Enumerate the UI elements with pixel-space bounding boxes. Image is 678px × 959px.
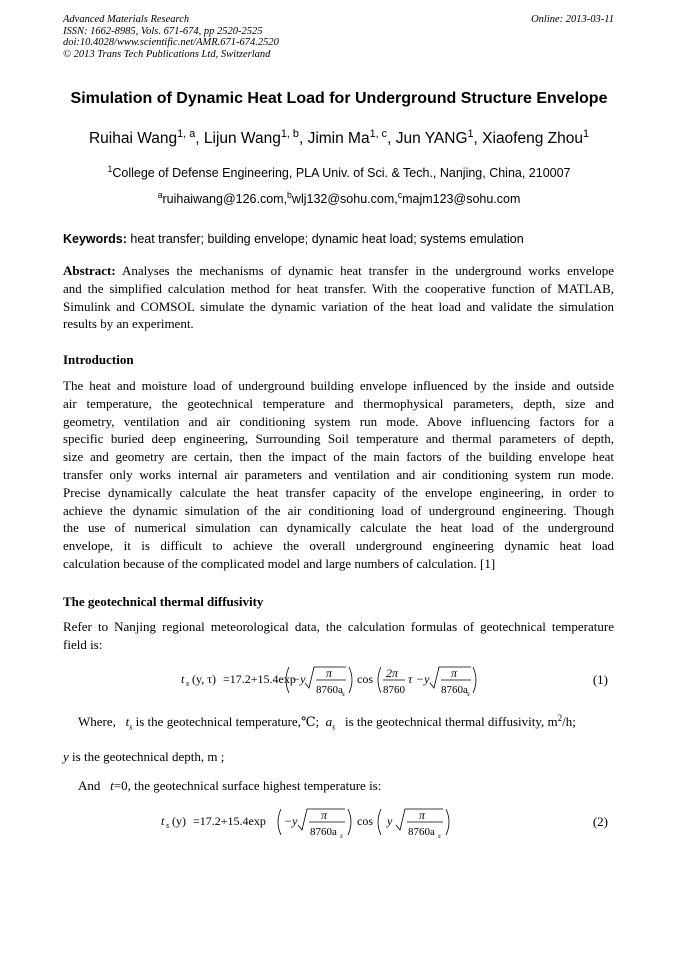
abstract-line: and the simplified calculation method for heat transfer. With the cooperative function of MATLAB, — [63, 280, 614, 296]
svg-text:(y): (y) — [172, 814, 186, 828]
email: ruihaiwang@126.com, — [162, 192, 288, 206]
affiliation — [0, 166, 678, 180]
intro-line: transfer only works internal air parameters and ventilation and air conditioning system run mode. — [63, 466, 614, 482]
svg-text:−y: −y — [416, 672, 430, 686]
where-line: Where, $t_s$ is the geotechnical temperature,℃; $a_s$ is the geotechnical thermal diffusivity, $m^2/h$; — [78, 713, 576, 732]
author-sup: 1, a — [177, 128, 196, 141]
section-heading-introduction: Introduction — [63, 352, 134, 367]
intro-line: calculation because of the complicated model and large numbers of calculation. [1] — [63, 555, 496, 571]
equation-number: (2) — [592, 814, 608, 829]
author-name: Ruihai Wang — [88, 130, 178, 147]
svg-text:s: s — [438, 832, 441, 840]
equation-1 — [63, 655, 614, 705]
section-heading-geotechnical: The geotechnical thermal diffusivity — [63, 594, 264, 609]
y-definition-line: y is the geotechnical depth, m ; — [63, 749, 225, 764]
affiliation-text: College of Defense Engineering, PLA Univ. of Sci. & Tech., Nanjing, China, 210007 — [112, 166, 571, 180]
intro-line: specific buried deep engineering, Surrounding Soil temperature and thermal parameters of depth, — [63, 431, 614, 447]
abstract-line: results by an experiment. — [63, 316, 194, 332]
svg-text:8760a: 8760a — [316, 684, 343, 696]
svg-text:8760: 8760 — [383, 684, 405, 696]
svg-text:(y, τ): (y, τ) — [192, 672, 217, 686]
email-sup: b — [287, 190, 292, 201]
svg-text:s: s — [340, 832, 343, 840]
keywords — [63, 232, 615, 246]
online-date: Online: 2013-03-11 — [531, 14, 614, 25]
svg-text:y: y — [387, 814, 393, 828]
svg-text:π: π — [419, 808, 426, 822]
journal-name: Advanced Materials Research — [63, 14, 190, 25]
intro-line: achieve the dynamic simulation of the air conditioning load of underground engineering. Though — [63, 502, 614, 518]
intro-line: The heat and moisture load of underground building envelope influenced by the inside and outside — [63, 378, 614, 393]
introduction-body — [63, 377, 614, 573]
email: majm123@sohu.com — [402, 192, 521, 206]
svg-text:cos: cos — [357, 672, 373, 686]
paper-title: Simulation of Dynamic Heat Load for Underground Structure Envelope — [70, 90, 608, 107]
svg-text:8760a: 8760a — [310, 826, 337, 838]
svg-text:π: π — [321, 808, 328, 822]
affiliation-sup: 1 — [107, 164, 113, 175]
svg-text:2π: 2π — [386, 666, 399, 680]
svg-text:8760a: 8760a — [408, 826, 435, 838]
author-sup: 1, c — [369, 128, 388, 141]
intro-line: Precise dynamically calculate the heat transfer capacity of the envelope engineering, in order to — [63, 484, 614, 500]
author-sup: 1, b — [280, 128, 299, 141]
svg-text:t: t — [161, 814, 165, 828]
intro-line: air temperature, the geotechnical temperature and thermophysical parameters, depth, size and — [63, 395, 614, 411]
and-line: And t=0, the geotechnical surface highest temperature is: — [78, 778, 382, 793]
issn: ISSN: 1662-8985, Vols. 671-674, pp 2520-2525 — [63, 25, 263, 37]
author-name: Jimin Ma — [307, 130, 370, 147]
abstract — [63, 262, 614, 333]
geotech-line: field is: — [63, 636, 103, 652]
geotech-intro — [63, 618, 614, 654]
svg-text:t: t — [181, 672, 185, 686]
svg-text:τ: τ — [408, 672, 413, 686]
intro-line: the use of numerical simulation can dynamically calculate the heat load of the underground — [63, 520, 614, 536]
svg-text:s: s — [166, 821, 170, 830]
svg-text:=17.2+15.4exp: =17.2+15.4exp — [193, 814, 266, 828]
author-name: Xiaofeng Zhou — [482, 130, 583, 147]
svg-text:8760a: 8760a — [441, 684, 468, 696]
abstract-line: Abstract: Analyses the mechanisms of dynamic heat transfer in the underground works envelope — [63, 263, 614, 278]
svg-text:s: s — [467, 690, 470, 698]
svg-text:−y: −y — [284, 814, 298, 828]
svg-text:cos: cos — [357, 814, 373, 828]
equation-number: (1) — [592, 672, 608, 687]
svg-text:π: π — [451, 666, 458, 680]
equation-2 — [63, 797, 614, 847]
eq1-lhs — [181, 672, 296, 688]
svg-text:=17.2+15.4exp: =17.2+15.4exp — [223, 672, 296, 686]
intro-line: envelope, it is difficult to achieve the overall underground engineering dynamic heat load — [63, 538, 614, 554]
author-name: Lijun Wang — [203, 130, 281, 147]
email-list — [0, 192, 678, 206]
email: wlj132@sohu.com, — [291, 192, 398, 206]
svg-text:−y: −y — [292, 672, 306, 686]
email-sup: c — [397, 190, 403, 201]
abstract-label: Abstract: — [63, 263, 116, 278]
doi: doi:10.4028/www.scientific.net/AMR.671-674.2520 — [63, 37, 279, 48]
geotech-line: Refer to Nanjing regional meteorological data, the calculation formulas of geotechnical temperature — [63, 619, 614, 634]
intro-line: size and geometry are certain, then the impact of the main factors of the building envelope heat — [63, 449, 614, 465]
svg-text:π: π — [326, 666, 333, 680]
copyright: © 2013 Trans Tech Publications Ltd, Switzerland — [63, 48, 271, 60]
svg-text:s: s — [186, 679, 190, 688]
journal-header — [63, 14, 279, 60]
author-list: Ruihai Wang$^{1, a}$, Lijun Wang$^{1, b}$, Jimin Ma$^{1, c}$, Jun YANG$^1$, Xiaofeng Zhou$^1$ — [88, 128, 590, 147]
author-sup: 1 — [467, 128, 474, 141]
keywords-label: Keywords: — [63, 232, 127, 246]
keywords-text: heat transfer; building envelope; dynamic heat load; systems emulation — [126, 232, 524, 246]
email-sup: a — [157, 190, 163, 201]
author-sup: 1 — [582, 128, 590, 141]
svg-text:s: s — [342, 690, 345, 698]
intro-line: geometry, ventilation and air conditioning system run mode. Above influencing factors for a — [63, 413, 614, 429]
abstract-line: Simulink and COMSOL simulate the dynamic variation of the heat load and validate the simulation — [63, 298, 614, 314]
author-name: Jun YANG — [395, 130, 468, 147]
